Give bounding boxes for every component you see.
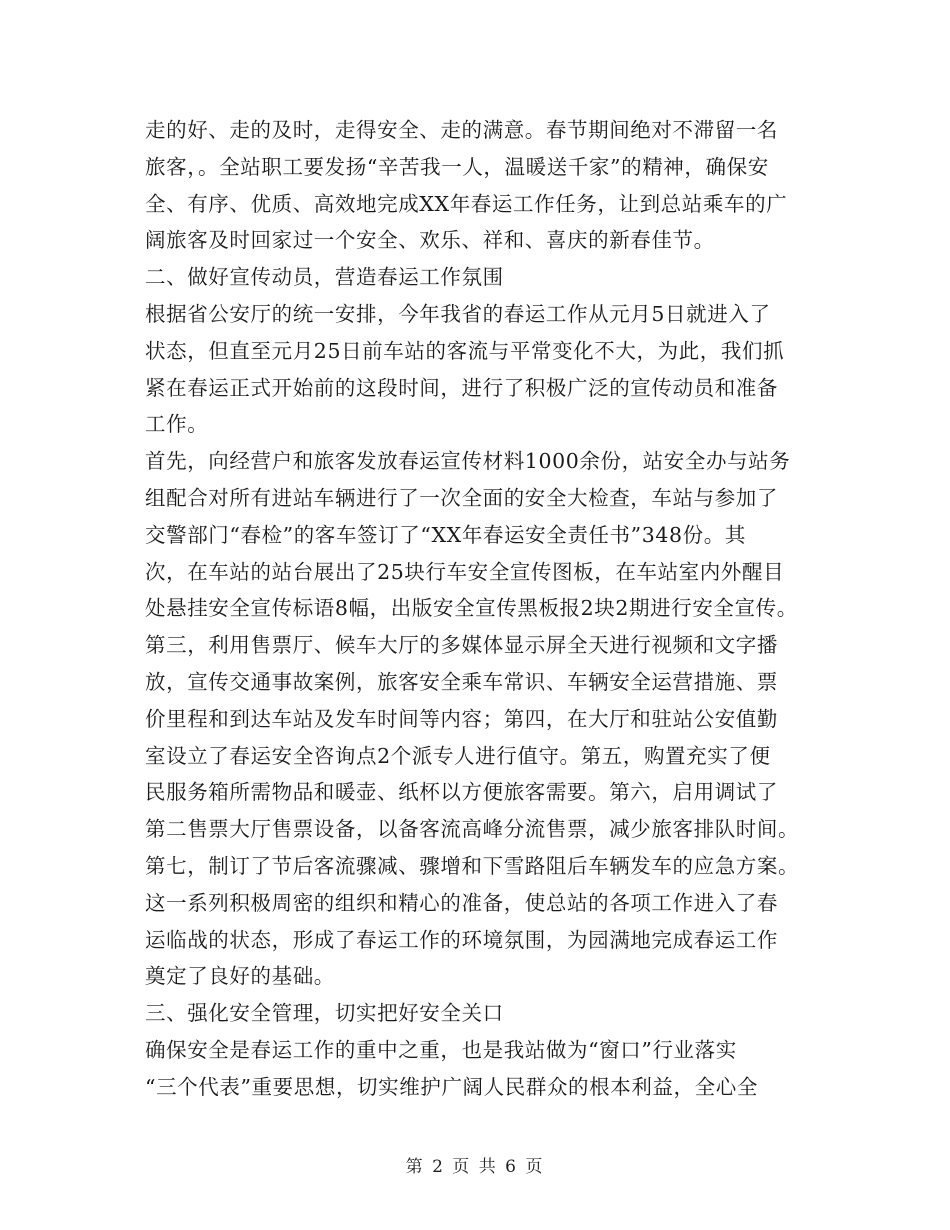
text-line: 工作。: [145, 412, 209, 437]
text-line: 第七，制订了节后客流骤减、骤增和下雪路阻后车辆发车的应急方案。: [145, 853, 800, 878]
text-line: “三个代表”重要思想，切实维护广阔人民群众的根本利益，全心全: [145, 1074, 758, 1099]
text-line: 放，宣传交通事故案例，旅客安全乘车常识、车辆安全运营措施、票: [145, 669, 778, 694]
text-line: 次，在车站的站台展出了25块行车安全宣传图板，在车站室内外醒目: [145, 559, 785, 584]
text-line: 价里程和到达车站及发车时间等内容；第四，在大厅和驻站公安值勤: [145, 706, 778, 731]
text-line: 走的好、走的及时，走得安全、走的满意。春节期间绝对不滞留一名: [145, 118, 778, 142]
text-line: 阔旅客及时回家过一个安全、欢乐、祥和、喜庆的新春佳节。: [145, 228, 715, 253]
text-line: 首先，向经营户和旅客发放春运宣传材料1000余份，站安全办与站务: [145, 449, 791, 474]
text-line: 组配合对所有进站车辆进行了一次全面的安全大检查，车站与参加了: [145, 485, 778, 510]
text-line: 这一系列积极周密的组织和精心的准备，使总站的各项工作进入了春: [145, 890, 778, 915]
text-line: 紧在春运正式开始前的这段时间，进行了积极广泛的宣传动员和准备: [145, 375, 778, 400]
text-line: 民服务箱所需物品和暖壶、纸杯以方便旅客需要。第六，启用调试了: [145, 780, 778, 805]
text-line: 运临战的状态，形成了春运工作的环境氛围，为园满地完成春运工作: [145, 927, 778, 952]
section-heading: 二、做好宣传动员，营造春运工作氛围: [145, 265, 504, 290]
text-line: 全、有序、优质、高效地完成XX年春运工作任务，让到总站乘车的广: [145, 191, 788, 216]
text-line: 处悬挂安全宣传标语8幅，出版安全宣传黑板报2块2期进行安全宣传。: [145, 596, 798, 621]
text-line: 交警部门“春检”的客车签订了“XX年春运安全责任书”348份。其: [145, 522, 746, 547]
section-heading: 三、强化安全管理，切实把好安全关口: [145, 1001, 504, 1026]
text-line: 根据省公安厅的统一安排，今年我省的春运工作从元月5日就进入了: [145, 301, 771, 326]
text-line: 室设立了春运安全咨询点2个派专人进行值守。第五，购置充实了便: [145, 743, 771, 768]
text-line: 第二售票大厅售票设备，以备客流高峰分流售票，减少旅客排队时间。: [145, 817, 800, 842]
page-number-footer: 第 2 页 共 6 页: [405, 1157, 545, 1177]
text-line: 旅客，。全站职工要发扬“辛苦我一人，温暖送千家”的精神，确保安: [145, 154, 769, 179]
text-line: 奠定了良好的基础。: [145, 964, 335, 989]
text-line: 确保安全是春运工作的重中之重，也是我站做为“窗口”行业落实: [145, 1037, 737, 1062]
document-body: [145, 112, 835, 1106]
text-line: 第三，利用售票厅、候车大厅的多媒体显示屏全天进行视频和文字播: [145, 633, 778, 658]
text-line: 状态，但直至元月25日前车站的客流与平常变化不大，为此，我们抓: [145, 338, 785, 363]
